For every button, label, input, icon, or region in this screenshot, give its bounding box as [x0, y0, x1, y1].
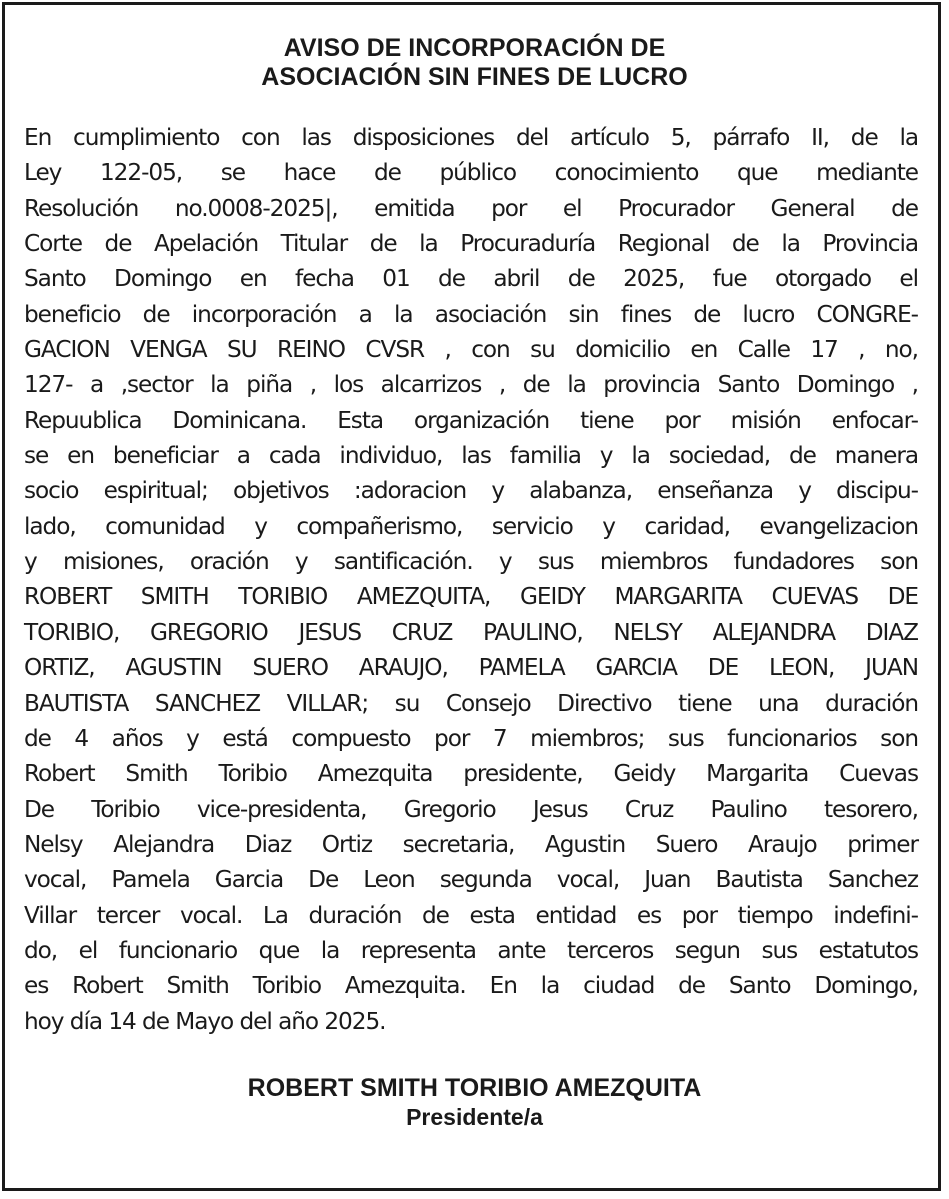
notice-title	[0, 34, 949, 92]
body-line: GACION VENGA SU REINO CVSR , con su domicilio en Calle 17 , no,	[24, 336, 918, 364]
body-line: Robert Smith Toribio Amezquita presidente, Geidy Margarita Cuevas	[24, 760, 918, 788]
body-line: Santo Domingo en fecha 01 de abril de 2025, fue otorgado el	[24, 265, 918, 293]
body-line: beneficio de incorporación a la asociación sin fines de lucro CONGRE-	[24, 300, 918, 328]
body-line: de 4 años y está compuesto por 7 miembros; sus funcionarios son	[24, 724, 918, 752]
signatory-name: ROBERT SMITH TORIBIO AMEZQUITA	[247, 1074, 702, 1102]
body-line: do, el funcionario que la representa ante terceros segun sus estatutos	[24, 936, 918, 964]
body-line: TORIBIO, GREGORIO JESUS CRUZ PAULINO, NELSY ALEJANDRA DIAZ	[24, 618, 918, 646]
body-line: Ley 122-05, se hace de público conocimiento que mediante	[24, 159, 918, 187]
body-line: es Robert Smith Toribio Amezquita. En la ciudad de Santo Domingo,	[24, 972, 918, 1000]
body-line: Corte de Apelación Titular de la Procuraduría Regional de la Provincia	[24, 230, 918, 258]
body-line: ROBERT SMITH TORIBIO AMEZQUITA, GEIDY MARGARITA CUEVAS DE	[24, 583, 918, 611]
signature-block	[0, 1073, 949, 1131]
body-line: En cumplimiento con las disposiciones del artículo 5, párrafo II, de la	[24, 124, 918, 151]
body-line: 127- a ,sector la piña , los alcarrizos , de la provincia Santo Domingo ,	[24, 371, 918, 399]
body-line: Villar tercer vocal. La duración de esta entidad es por tiempo indefini-	[24, 901, 918, 929]
title-line: ASOCIACIÓN SIN FINES DE LUCRO	[261, 63, 688, 91]
body-line: socio espiritual; objetivos :adoracion y alabanza, enseñanza y discipu-	[24, 477, 918, 505]
notice-body	[24, 120, 918, 1039]
body-line: De Toribio vice-presidenta, Gregorio Jesus Cruz Paulino tesorero,	[24, 795, 918, 823]
body-line: Repuublica Dominicana. Esta organización tiene por misión enfocar-	[24, 406, 918, 434]
body-line: BAUTISTA SANCHEZ VILLAR; su Consejo Directivo tiene una duración	[24, 689, 918, 717]
body-line: hoy día 14 de Mayo del año 2025.	[24, 1007, 386, 1035]
body-line: Nelsy Alejandra Diaz Ortiz secretaria, Agustin Suero Araujo primer	[24, 830, 918, 858]
title-line: AVISO DE INCORPORACIÓN DE	[283, 34, 666, 62]
body-line: ORTIZ, AGUSTIN SUERO ARAUJO, PAMELA GARCIA DE LEON, JUAN	[24, 654, 918, 682]
body-line: lado, comunidad y compañerismo, servicio y caridad, evangelizacion	[24, 512, 918, 540]
body-line: y misiones, oración y santificación. y sus miembros fundadores son	[24, 548, 918, 576]
signatory-role: Presidente/a	[406, 1104, 543, 1130]
body-line: Resolución no.0008-2025|, emitida por el Procurador General de	[24, 194, 918, 222]
body-line: se en beneficiar a cada individuo, las familia y la sociedad, de manera	[24, 442, 918, 470]
body-line: vocal, Pamela Garcia De Leon segunda vocal, Juan Bautista Sanchez	[24, 866, 918, 894]
